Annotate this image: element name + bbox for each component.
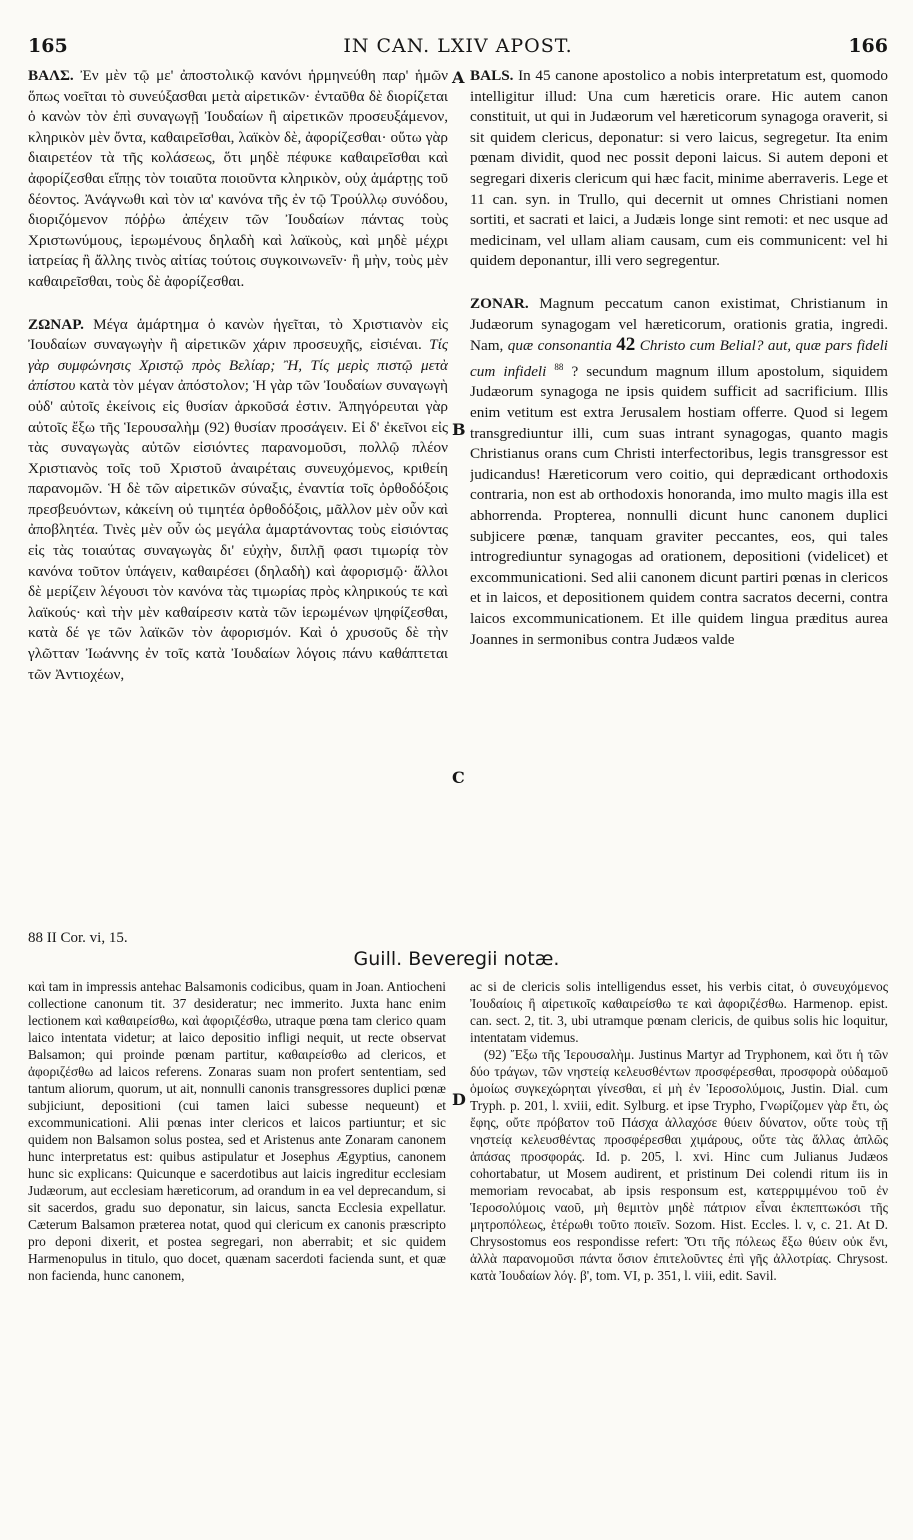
latin-balsamon-text: In 45 canone apostolico a nobis interpretatum est, quomodo intelligitur illud: Una cum hæreticis orare. Hic autem canon constituit, ut qui in Judæorum vel hæreticorum synagoga oraverit, si sit quidem clericus, deponatur: si vero laicus, segregetur. Ita enim pœnam dividit, quod nec possit deponi laicus. Si autem deponi et segregari dixeris clericum qui hæc facit, minime aberraveris. Lege et 11 can. syn. in Trullo, qui decernit ut omnes Christiani nomen sortiti, et sacrati et laici, a Judæis longe sint remoti: et nec usque ad medicinam, vel ullam aliam causam, cum eis communicent: vel hi quidem deponantur, illi vero segregentur. bbox=[470, 67, 888, 270]
page-number-left: 165 bbox=[28, 35, 68, 57]
notes-right-text-1: ac si de clericis solis intelligendus esset, his verbis citat, ὁ συνευχόμενος Ἰουδαίοις ἢ αἱρετικοῖς καθαιρείσθω τε καὶ ἀφοριζέσθω. Harmenop. epist. can. sect. 2, tit. 3, ubi utramque pœnam clericis, de quibus solis hic loquitur, intentatam videmus. bbox=[470, 979, 888, 1045]
latin-column bbox=[470, 66, 888, 906]
greek-zonaras-text-2: κατὰ τὸν μέγαν ἀπόστολον; Ἡ γὰρ τῶν Ἰουδαίων συναγωγὴ οὐδ' αὐτοῖς ἐκείνοις εἰς θυσίαν ἀρκοῦσά ἐστιν. Ἀπηγόρευται γὰρ αὐτοῖς ἔξω τῆς Ἱερουσαλὴμ (92) θυσίαν προσάγειν. Εἰ δ' ἐκεῖνοι εἰς τὰς συναγωγὰς αὐτῶν εἰσιόντες παρανομοῦσι, πολλῷ πλέον Χριστιανὸς τοῖς τοῦ Χριστοῦ ἀναιρέταις συνευχόμενος, κριθείη παρανομῶν. Ἡ δὲ τῶν αἱρετικῶν σύναξις, ἐναντία τοῖς ὀρθοδόξοις πρεσβευόντων, κἀκείνη οὐ τιμητέα ὀρθοδόξοις, μᾶλλον μὲν οὖν καὶ ἀποβλητέα. Τινὲς μὲν οὖν ὡς μεγάλα ἁμαρτάνοντας τοὺς εἰσιόντας εἰς τὰς τοιαύτας συναγωγὰς δι' εὐχὴν, διπλῇ φασι τιμωρίᾳ τὸν κανόνα τοῦτον ὑπάγειν, καθαιρέσει (δηλαδὴ) καὶ ἀφορισμῷ· ἄλλοι δὲ μερίζειν λέγουσι τὸν κανόνα τὰς τιμωρίας πρὸς κληρικούς τε καὶ λαϊκούς· καὶ τὴν μὲν καθαίρεσιν κατὰ τῶν ἱερωμένων ψηφίζεσθαι, κατὰ δέ γε τῶν λαϊκῶν τὸν ἀφορισμόν. Καὶ ὁ χρυσοῦς δὲ τὴν γλῶτταν Ἰωάννης ἐν τοῖς κατὰ Ἰουδαίων λόγοις πάνυ καθάπτεται τῶν Ἀντιοχέων, bbox=[28, 377, 448, 683]
greek-zonaras-text-1: Μέγα ἁμάρτημα ὁ κανὼν ἡγεῖται, τὸ Χριστιανὸν εἰς Ἰουδαίων συναγωγὴν ἢ αἱρετικῶν χάριν προσευχῆς, εἰσιέναι. bbox=[28, 315, 448, 354]
margin-letter-d: D bbox=[452, 1090, 466, 1109]
header-title: IN CAN. LXIV APOST. bbox=[343, 35, 573, 57]
footnote: 88 II Cor. vi, 15. bbox=[28, 930, 128, 946]
margin-letter-c: C bbox=[452, 768, 465, 787]
latin-zonaras-text-1: Magnum peccatum canon existimat, Christianum in Judæorum synagogam vel hæreticorum, orationis gratia, ingredi. Nam, bbox=[470, 294, 888, 355]
greek-zonaras-paragraph bbox=[28, 315, 448, 686]
notes-right-column bbox=[470, 978, 888, 1450]
page-number-right: 166 bbox=[848, 35, 888, 57]
latin-zonaras-quote-2: Christo cum Belial? aut, quæ pars fideli cum infideli bbox=[470, 337, 888, 380]
notes-left-text: καὶ tam in impressis antehac Balsamonis codicibus, quam in Joan. Antiocheni collectione canonum tit. 37 desideratur; nec immerito. Juxta hanc enim lectionem καὶ καθαιρείσθω, καὶ ἀφοριζέσθω, utraque pœna tam clerico quam laico intentata videtur; at laico depositio infligi nequit, ut recte observat Balsamon; qui proinde pœnam partitur, καθαιρείσθω ad clericos, et ἀφοριζέσθω ad laicos referens. Zonaras suam non profert sententiam, sed tantum aliorum, quorum, ut ait, nonnulli canonis transgressores duplici pœnæ subjiciunt, depositioni (cui tamen laici subesse nequeunt) et excommunicationi. Alii pœnas inter clericos et laicos partiuntur; et sic quidem non Balsamon solus postea, sed et Aristenus ante Zonaram canonem hunc interpretatus est: quibus astipulatur et Josephus Ægyptius, canonem hunc sic explicans: Quicunque e sacerdotibus aut laicis ingreditur ecclesiam Judæorum, aut ecclesiam hæreticorum, ad orandum in ea vel deprecandum, si sit sacerdos, gradu suo deponatur, sin laicus, sancta Ecclesia expellatur. Cæterum Balsamon præterea notat, quod qui clericum ex canonis præscripto pro deponi dixerit, et postea segregari, non aberrabit; et sic quidem Harmenopulus in titulo, quo docet, quænam sacerdoti facienda sunt, et quæ non facienda, hunc canonem, bbox=[28, 979, 446, 1283]
greek-balsamon-label: ΒΑΛΣ. bbox=[28, 67, 74, 84]
greek-balsamon-text: Ἐν μὲν τῷ με' ἀποστολικῷ κανόνι ἡρμηνεύθη παρ' ἡμῶν ὅπως νοεῖται τὸ συνεύξασθαι μετὰ αἱρετικῶν· ἐνταῦθα δὲ διορίζεται ὁ κανὼν τὸν ἐπὶ συναγωγῇ Ἰουδαίων ἢ αἱρετικῶν προσευξάμενον, κληρικὸν μὲν ὄντα, καθαιρεῖσθαι, λαϊκὸν δὲ, ἀφορίζεσθαι· οὕτω γὰρ διαιρετέον τὰ τῆς κολάσεως, ὅτι μηδὲ πέφυκε καθαιρεῖσθαι καὶ ἀφορίζεσθαι εἴπῃς τὸν τοιαῦτα ποιοῦντα κληρικὸν, οὐχ ἁμάρτῃς τοῦ δέοντος. Ἀνάγνωθι καὶ τὸν ια' κανόνα τῆς ἐν τῷ Τρούλλῳ συνόδου, διοριζόμενον πόῤῥω ἀπέχειν τῶν Ἰουδαίων πάντας τοὺς Χριστωνύμους, ἱερωμένους δηλαδὴ καὶ λαϊκοὺς, καὶ μηδὲ μέχρι ἰατρείας ἢ ἄλλης τινὸς αἰτίας τούτοις συγκοινωνεῖν· ἢ μὴν, τοὺς μὲν καθαιρεῖσθαι, τοὺς δὲ ἀφορίζεσθαι. bbox=[28, 67, 448, 290]
running-header bbox=[28, 35, 888, 61]
notes-left-column bbox=[28, 978, 446, 1450]
notes-title: Guill. Beveregii notæ. bbox=[353, 948, 560, 970]
latin-zonaras-quote-1: quæ consonantia bbox=[507, 337, 612, 355]
greek-zonaras-quote: Τίς γὰρ συμφώνησις Χριστῷ πρὸς Βελίαρ; Ἢ, Τίς μερὶς πιστῷ μετὰ ἀπίστου bbox=[28, 336, 448, 395]
greek-balsamon-paragraph bbox=[28, 66, 448, 293]
latin-zonaras-label: ZONAR. bbox=[470, 294, 529, 312]
column-number: 42 bbox=[616, 334, 636, 356]
latin-balsamon-label: BALS. bbox=[470, 67, 514, 84]
margin-letter-b: B bbox=[452, 420, 466, 439]
latin-balsamon-paragraph bbox=[470, 66, 888, 272]
margin-letter-a: A bbox=[452, 68, 465, 87]
latin-zonaras-text-2: ? secundum magnum illum apostolum, siquidem Judæorum synagoga ne ipsis quidem sufficit ad sacrificium. Illis enim vetitum est extra Jerusalem hostiam offerre. Quod si legem transgrediuntur illi, cum suas intrant synagogas, quanto magis Christianus orans cum Christi interfectoribus, legis transgressor est judicandus! Hæreticorum vero coitio, qui deprædicant orthodoxis contraria, non est ab orthodoxis honoranda, imo multo magis illa est abhorrenda. Propterea, nonnulli dicunt hunc canonem duplici subjicere pœnæ, tanquam graviter peccantes, eos, qui tales introgrediuntur synagogas ad orationem, depositioni (videlicet) et excommunicationi. Sed alii canonem dicunt partiri pœnas in clericos et in laicos, et depositionem quidem contra sacratos decerni, contra laicos excommunicationem. Et ille quidem lingua præditus aurea Joannes in sermonibus contra Judæos valde bbox=[470, 362, 888, 648]
notes-right-text-2: (92) Ἔξω τῆς Ἱερουσαλὴμ. Justinus Martyr ad Tryphonem, καὶ ὅτι ἡ τῶν δύο τράγων, τῶν νηστείᾳ κελευσθέντων προσφέρεσθαι, προσφορὰ οὐδαμοῦ ὁμοίως συγκεχώρηται γίνεσθαι, εἰ μὴ ἐν Ἱεροσολύμοις, Justin. Dial. cum Tryph. p. 201, l. xviii, edit. Sylburg. et ipse Trypho, Γνωρίζομεν γὰρ ἔτι, ὡς ἔφης, οὔτε πρόβατον τοῦ Πάσχα ἀλλαχόσε θύειν δύνατον, οὔτε τοὺς τῇ νηστείᾳ κελευσθέντας προσφέρεσθαι χιμάρους, οὔτε τὰς ἄλλας ἁπλῶς ἁπάσας προσφοράς. Id. p. 205, l. xvi. Hinc cum Julianus Judæos cohortabatur, ut Mosem audirent, et pristinum Dei colendi ritum iis in memoriam revocabat, ab ipsis responsum est, κατερριμμένου τοῦ ἐν Ἱεροσολύμοις ναοῦ, μὴ θεμιτὸν μηδὲ πάτριον εἶναι ἐκπεπτωκόσι τῆς μητροπόλεως, ἑτέρωθι τοῦτο ποιεῖν. Sozom. Hist. Eccles. l. v, c. 21. At D. Chrysostomus eos respondisse refert: Ὅτι τῆς πόλεως ἔξω θύειν οὐκ ἔνι, ἀλλὰ παρανομοῦσι πάντα ὅσιον ἐπιτελοῦντες ἐπὶ γῆς ἀλλοτρίας. Chrysost. κατὰ Ἰουδαίων λόγ. β', tom. VI, p. 351, l. viii, edit. Savil. bbox=[470, 1047, 888, 1283]
footnote-reference: 88 bbox=[554, 361, 564, 372]
greek-column bbox=[28, 66, 448, 906]
greek-zonaras-label: ΖΩΝΑΡ. bbox=[28, 315, 84, 333]
latin-zonaras-paragraph bbox=[470, 294, 888, 650]
